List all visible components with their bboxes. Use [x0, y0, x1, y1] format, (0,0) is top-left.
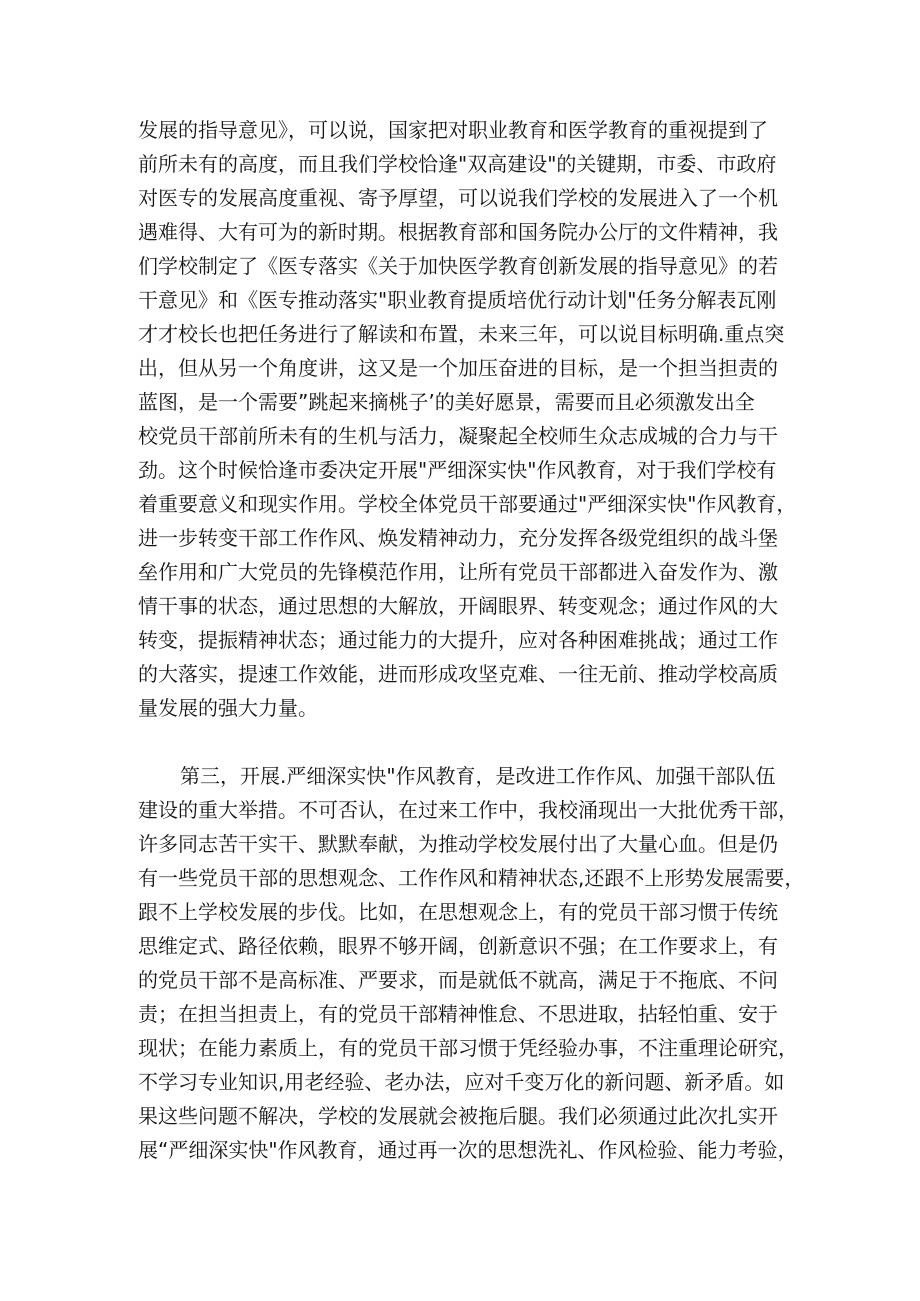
- text-line: 现状；在能力素质上，有的党员干部习惯于凭经验办事，不注重理论研究，: [138, 1036, 798, 1060]
- text-line: 跟不上学校发展的步伐。比如，在思想观念上，有的党员干部习惯于传统: [138, 900, 778, 924]
- text-line: 许多同志苦干实干、默默奉献，为推动学校发展付出了大量心血。但是仍: [138, 832, 778, 856]
- text-line: 转变，提振精神状态；通过能力的大提升，应对各种困难挑战；通过工作: [138, 628, 778, 652]
- text-line: 劲。这个时候恰逢市委决定开展"严细深实快"作风教育，对于我们学校有: [138, 458, 777, 482]
- text-line: 的党员干部不是高标准、严要求，而是就低不就高，满足于不拖底、不问: [138, 968, 778, 992]
- text-line: 的大落实，提速工作效能，进而形成攻坚克难、一往无前、推动学校高质: [138, 662, 778, 686]
- text-line: 遇难得、大有可为的新时期。根据教育部和国务院办公厅的文件精神，我: [138, 220, 778, 244]
- text-line: 责；在担当担责上，有的党员干部精神惟怠、不思进取，拈轻怕重、安于: [138, 1002, 778, 1026]
- text-line: 发展的指导意见》，可以说，国家把对职业教育和医学教育的重视提到了: [138, 118, 768, 142]
- text-line: 对医专的发展高度重视、寄予厚望，可以说我们学校的发展进入了一个机: [138, 186, 778, 210]
- text-line: 着重要意义和现实作用。学校全体党员干部要通过"严细深实快"作风教育，: [138, 492, 797, 516]
- text-line: 前所未有的高度，而且我们学校恰逢"双高建设"的关键期，市委、市政府: [138, 152, 777, 176]
- text-line: 才才校长也把任务进行了解读和布置，未来三年，可以说目标明确.重点突: [138, 322, 785, 346]
- text-line: 蓝图，是一个需要”跳起来摘桃子’的美好愿景，需要而且必须激发出全: [138, 390, 755, 414]
- text-line-first-indented: 第三，开展.严细深实快"作风教育，是改进工作作风、加强干部队伍: [180, 764, 776, 788]
- text-line: 量发展的强大力量。: [138, 696, 318, 720]
- body-paragraph-2: [138, 759, 805, 1167]
- text-line: 出，但从另一个角度讲，这又是一个加压奋进的目标，是一个担当担责的: [138, 356, 778, 380]
- text-line: 果这些问题不解决，学校的发展就会被拖后腿。我们必须通过此次扎实开: [138, 1104, 778, 1128]
- text-line: 有一些党员干部的思想观念、工作作风和精神状态,还跟不上形势发展需要，: [138, 866, 805, 890]
- text-line: 不学习专业知识,用老经验、老办法，应对千变万化的新问题、新矛盾。如: [138, 1070, 785, 1094]
- text-line: 展“严细深实快"作风教育，通过再一次的思想洗礼、作风检验、能力考验，: [138, 1138, 798, 1162]
- text-line: 干意见》和《医专推动落实"职业教育提质培优行动计划"任务分解表瓦刚: [138, 288, 777, 312]
- text-line: 们学校制定了《医专落实《关于加快医学教育创新发展的指导意见》的若: [138, 254, 778, 278]
- text-line: 思维定式、路径依赖，眼界不够开阔，创新意识不强；在工作要求上，有: [138, 934, 778, 958]
- text-line: 建设的重大举措。不可否认，在过来工作中，我校涌现出一大批优秀干部，: [138, 798, 798, 822]
- text-line: 情干事的状态，通过思想的大解放，开阔眼界、转变观念；通过作风的大: [138, 594, 778, 618]
- text-line: 进一步转变干部工作作风、焕发精神动力，充分发挥各级党组织的战斗堡: [138, 526, 778, 550]
- text-line: 垒作用和广大党员的先锋模范作用，让所有党员干部都进入奋发作为、激: [138, 560, 778, 584]
- text-line: 校党员干部前所未有的生机与活力，凝聚起全校师生众志成城的合力与干: [138, 424, 778, 448]
- body-paragraph-1: [138, 113, 798, 725]
